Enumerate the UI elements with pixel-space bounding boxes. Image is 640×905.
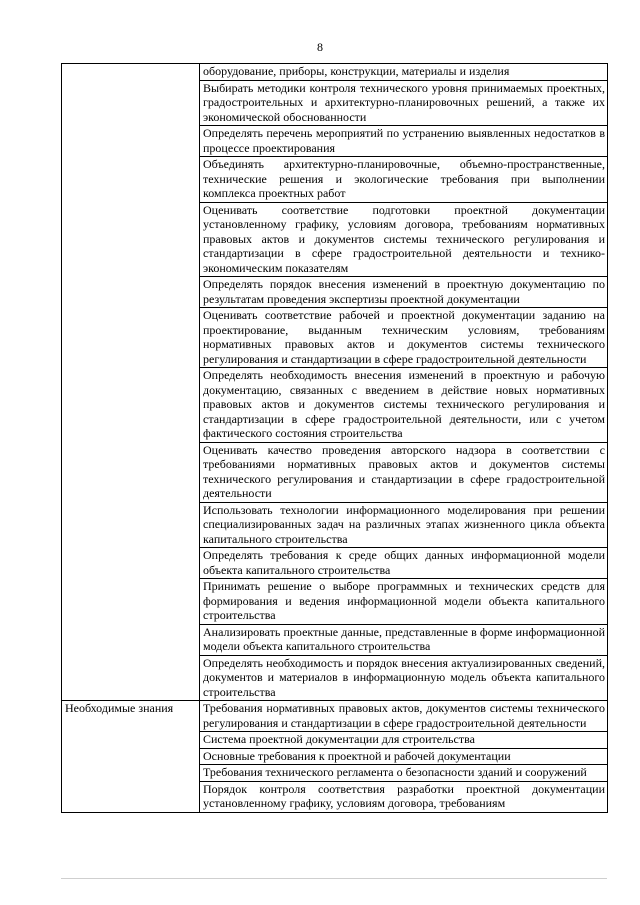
skills-label-cell: [62, 64, 200, 701]
page-bottom-divider: [61, 878, 607, 879]
knowledge-label: Необходимые знания: [65, 701, 174, 715]
competency-table: [61, 63, 608, 813]
skill-cell: [200, 368, 608, 443]
knowledge-cell: [200, 781, 608, 812]
skill-cell: [200, 579, 608, 625]
skill-text: Определять необходимость внесения изменений в проектную и рабочую документацию, связанных с введением в действие новых нормативных правовых актов и документов системы технического регулирования и стандартизации в сфере градостроительной деятельности, или с учетом фактического состояния строительства: [203, 368, 605, 440]
skill-cell: [200, 202, 608, 277]
skill-cell: [200, 277, 608, 308]
knowledge-text: Требования технического регламента о безопасности зданий и сооружений: [203, 765, 587, 779]
knowledge-cell: [200, 765, 608, 782]
skill-cell: [200, 64, 608, 81]
skill-cell: [200, 548, 608, 579]
skill-cell: [200, 80, 608, 126]
skill-cell: [200, 157, 608, 203]
skill-cell: [200, 442, 608, 502]
skill-text: Определять порядок внесения изменений в проектную документацию по результатам проведения экспертизы проектной документации: [203, 277, 605, 306]
knowledge-text: Требования нормативных правовых актов, документов системы технического регулирования и стандартизации в сфере градостроительной деятельности: [203, 701, 605, 730]
table-row: [62, 701, 608, 732]
skill-text: Определять перечень мероприятий по устранению выявленных недостатков в процессе проектирования: [203, 126, 605, 155]
skill-text: Объединять архитектурно-планировочные, объемно-пространственные, технические решения и экологические требования при выполнении комплекса проектных работ: [203, 157, 605, 200]
knowledge-text: Основные требования к проектной и рабочей документации: [203, 748, 511, 763]
knowledge-label-cell: [62, 701, 200, 813]
skill-text: Использовать технологии информационного моделирования при решении специализированных задач на различных этапах жизненного цикла объекта капитального строительства: [203, 502, 605, 546]
skill-cell: [200, 308, 608, 368]
skill-text: Определять требования к среде общих данных информационной модели объекта капитального строительства: [203, 548, 605, 577]
skill-cell: [200, 655, 608, 701]
skill-text: Оценивать соответствие рабочей и проектной документации заданию на проектирование, выданным техническим условиям, требованиям нормативных правовых актов и документов системы технического регулирования и стандартизации в сфере градостроительной деятельности: [203, 308, 605, 366]
knowledge-text: Порядок контроля соответствия разработки проектной документации установленному графику, условиям договора, требованиям: [203, 781, 605, 810]
knowledge-text: Система проектной документации для строительства: [203, 732, 475, 746]
knowledge-cell: [200, 748, 608, 765]
skill-text: Оценивать соответствие подготовки проектной документации установленному графику, условиям договора, требованиям нормативных правовых актов и документов системы технического регулирования и стандартизации в сфере градостроительной деятельности и технико-экономическим показателям: [203, 202, 605, 275]
skill-text: Принимать решение о выборе программных и технических средств для формирования и ведения информационной модели объекта капитального строительства: [203, 579, 605, 622]
skill-text: оборудование, приборы, конструкции, материалы и изделия: [203, 64, 510, 78]
skill-cell: [200, 126, 608, 157]
skill-text: Выбирать методики контроля технического уровня принимаемых проектных, градостроительных и архитектурно-планировочных решений, а также их экономической обоснованности: [203, 80, 605, 124]
skill-cell: [200, 624, 608, 655]
knowledge-cell: [200, 701, 608, 732]
skill-text: Анализировать проектные данные, представленные в форме информационной модели объекта капитального строительства: [203, 624, 605, 653]
skill-cell: [200, 502, 608, 548]
knowledge-cell: [200, 732, 608, 749]
table-row: [62, 64, 608, 81]
skill-text: Определять необходимость и порядок внесения актуализированных сведений, документов и материалов в информационную модель объекта капитального строительства: [203, 655, 605, 699]
page-number: 8: [317, 40, 323, 54]
skill-text: Оценивать качество проведения авторского надзора в соответствии с требованиями нормативных правовых актов и документов системы технического регулирования и стандартизации в сфере градостроительной деятельности: [203, 442, 605, 500]
